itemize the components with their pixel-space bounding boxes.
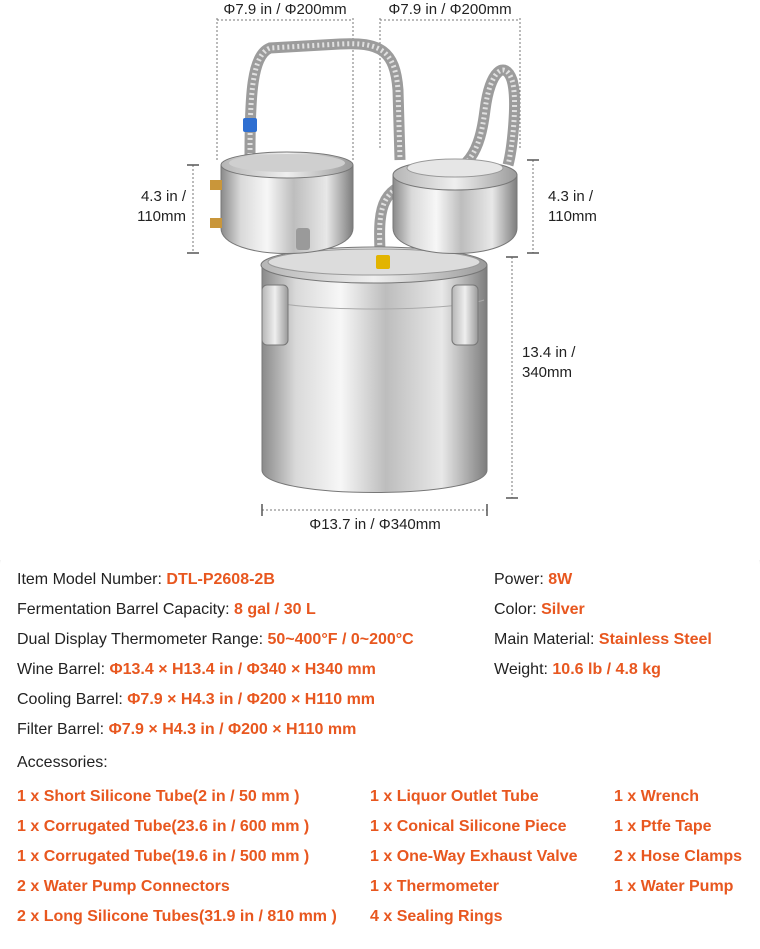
cooling-diameter-label: Φ7.9 in / Φ200mm — [223, 1, 347, 18]
clamp-right — [452, 285, 478, 345]
spec-value: Φ7.9 × H4.3 in / Φ200 × H110 mm — [108, 721, 357, 738]
filter-height-line2: 110mm — [548, 208, 597, 225]
accessory-item: 1 x Wrench — [614, 788, 700, 805]
spec-panel — [0, 551, 760, 949]
barrel-height-line1: 13.4 in / — [522, 344, 576, 361]
spec-value: DTL-P2608-2B — [166, 571, 275, 588]
spec-value: Φ7.9 × H4.3 in / Φ200 × H110 mm — [127, 691, 376, 708]
spec-row-power — [494, 569, 572, 591]
spec-value: Φ13.4 × H13.4 in / Φ340 × H340 mm — [109, 661, 376, 678]
spec-row-model — [17, 569, 275, 591]
blue-connector — [243, 118, 257, 132]
accessory-item: 1 x Corrugated Tube(19.6 in / 500 mm ) — [17, 848, 310, 865]
accessory-item: 1 x Liquor Outlet Tube — [370, 788, 539, 805]
spec-label: Weight: — [494, 661, 553, 678]
accessory-item: 1 x Thermometer — [370, 878, 499, 895]
cooling-height-line2: 110mm — [137, 208, 186, 225]
spec-label: Power: — [494, 571, 549, 588]
filter-height-label — [548, 187, 597, 227]
accessory-item: 1 x One-Way Exhaust Valve — [370, 848, 578, 865]
accessory-item: 2 x Long Silicone Tubes(31.9 in / 810 mm ) — [17, 908, 337, 925]
spec-label: Main Material: — [494, 631, 599, 648]
spec-row-cooling-barrel — [17, 689, 375, 711]
barrel-height-line2: 340mm — [522, 364, 573, 381]
spec-value: 8 gal / 30 L — [233, 601, 316, 618]
accessory-item: 1 x Ptfe Tape — [614, 818, 712, 835]
spec-row-material — [494, 629, 712, 651]
cooling-height-line1: 4.3 in / — [140, 188, 186, 205]
spec-row-capacity — [17, 599, 316, 621]
spec-row-thermometer — [17, 629, 414, 651]
barrel-diameter-label: Φ13.7 in / Φ340mm — [309, 516, 441, 533]
accessory-item: 1 x Short Silicone Tube(2 in / 50 mm ) — [17, 788, 300, 805]
accessories-heading: Accessories: — [17, 754, 108, 771]
clamp-left — [262, 285, 288, 345]
accessory-item: 1 x Corrugated Tube(23.6 in / 600 mm ) — [17, 818, 310, 835]
spec-label: Dual Display Thermometer Range: — [17, 631, 268, 648]
corrugated-tube-1 — [250, 44, 400, 160]
cooling-height-label — [136, 187, 186, 227]
spec-label: Fermentation Barrel Capacity: — [17, 601, 234, 618]
spec-value: 10.6 lb / 4.8 kg — [552, 661, 661, 678]
liquor-outlet — [296, 228, 310, 250]
accessory-item: 2 x Water Pump Connectors — [17, 878, 230, 895]
yellow-connector — [376, 255, 390, 269]
spec-row-weight — [494, 659, 661, 681]
accessory-item: 1 x Water Pump — [614, 878, 734, 895]
filter-diameter-label: Φ7.9 in / Φ200mm — [388, 1, 512, 18]
barrel-height-label — [522, 343, 575, 383]
spec-label: Item Model Number: — [17, 571, 167, 588]
spec-row-color — [494, 599, 585, 621]
accessory-item: 4 x Sealing Rings — [370, 908, 503, 925]
spec-value: Silver — [541, 601, 585, 618]
spec-value: 8W — [548, 571, 573, 588]
spec-row-filter-barrel — [17, 719, 356, 741]
spec-row-wine-barrel — [17, 659, 376, 681]
spec-value: Stainless Steel — [598, 631, 712, 648]
filter-height-line1: 4.3 in / — [548, 188, 594, 205]
spec-label: Color: — [494, 601, 542, 618]
spec-label: Cooling Barrel: — [17, 691, 128, 708]
accessory-item: 2 x Hose Clamps — [614, 848, 743, 865]
spec-value: 50~400°F / 0~200°C — [267, 631, 414, 648]
accessory-item: 1 x Conical Silicone Piece — [370, 818, 567, 835]
spec-label: Wine Barrel: — [17, 661, 110, 678]
spec-label: Filter Barrel: — [17, 721, 109, 738]
